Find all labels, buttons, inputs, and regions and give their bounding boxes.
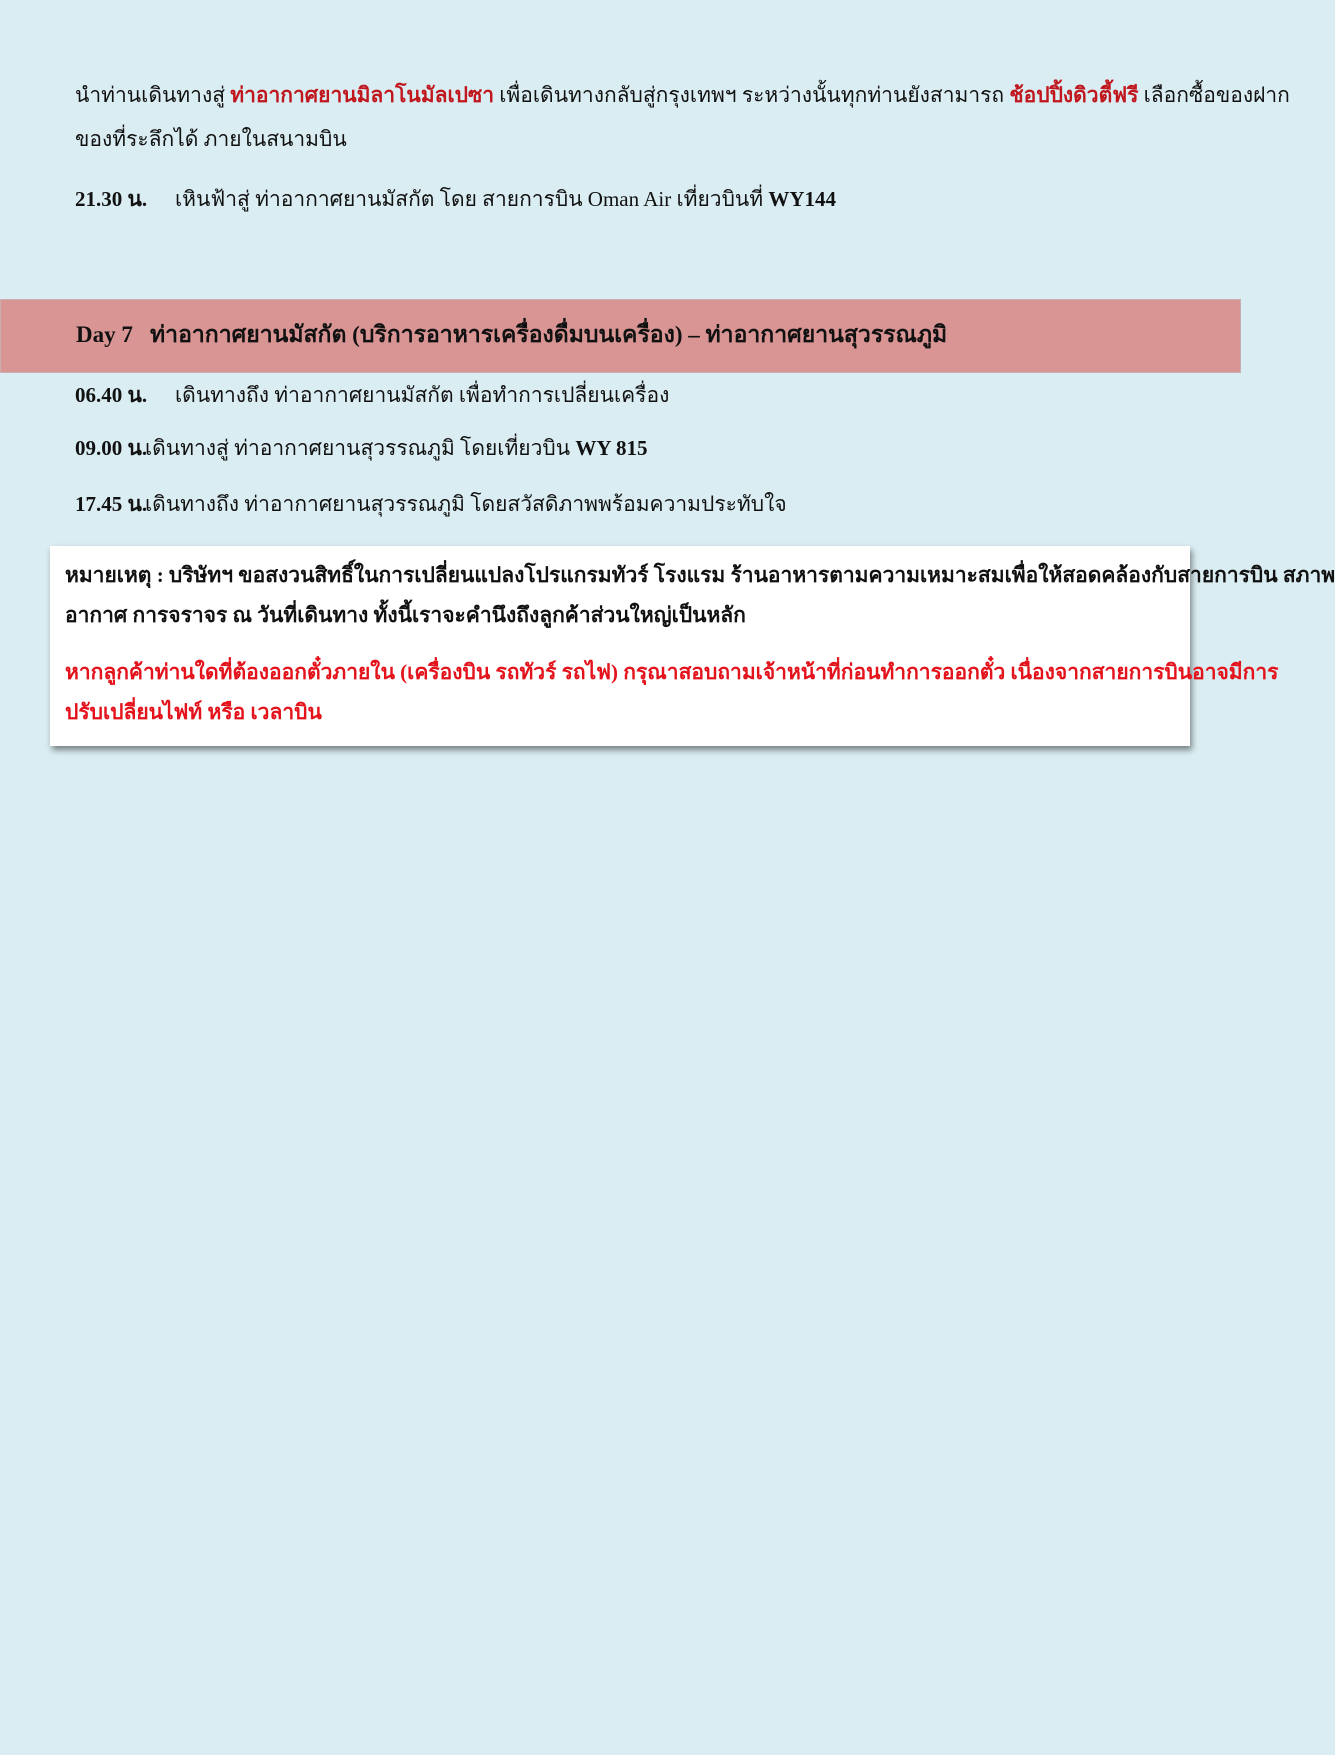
schedule-time: 17.45 น.	[75, 492, 148, 516]
intro-line-1	[75, 83, 1290, 107]
remarks-box	[50, 546, 1335, 746]
milan-airport-highlight: ท่าอากาศยานมิลาโนมัลเปซา	[230, 83, 494, 107]
schedule-text: เดินทางถึง ท่าอากาศยานมัสกัต เพื่อทำการเปลี่ยนเครื่อง	[175, 383, 670, 407]
schedule-row	[75, 383, 669, 407]
departure-row	[75, 187, 836, 211]
day-header-band	[0, 299, 1241, 373]
intro-line-2: ของที่ระลึกได้ ภายในสนามบิน	[75, 127, 347, 151]
schedule-text: เดินทางถึง ท่าอากาศยานสุวรรณภูมิ โดยสวัสดิภาพพร้อมความประทับใจ	[145, 492, 787, 516]
departure-time: 21.30 น.	[75, 187, 148, 211]
ticket-warning-line-2: ปรับเปลี่ยนไฟท์ หรือ เวลาบิน	[65, 700, 322, 724]
schedule-row	[75, 436, 647, 460]
intro-text-b: เพื่อเดินทางกลับสู่กรุงเทพฯ ระหว่างนั้นทุกท่านยังสามารถ	[494, 83, 1010, 107]
duty-free-highlight: ช้อปปิ้งดิวตี้ฟรี	[1009, 83, 1139, 107]
remarks-line-1: หมายเหตุ : บริษัทฯ ขอสงวนสิทธิ์ในการเปลี่ยนแปลงโปรแกรมทัวร์ โรงแรม ร้านอาหารตามความเหมาะสมเพื่อให้สอดคล้องกับสายการบิน สภาพ	[65, 563, 1335, 587]
remarks-line-2: อากาศ การจราจร ณ วันที่เดินทาง ทั้งนี้เราจะคำนึงถึงลูกค้าส่วนใหญ่เป็นหลัก	[65, 603, 746, 627]
day-route-title: ท่าอากาศยานมัสกัต (บริการอาหารเครื่องดื่มบนเครื่อง) – ท่าอากาศยานสุวรรณภูมิ	[150, 322, 948, 347]
schedule-flight-number: WY 815	[575, 436, 648, 460]
day-label: Day 7	[76, 322, 133, 347]
day-title	[76, 322, 947, 348]
schedule-text: เดินทางสู่ ท่าอากาศยานสุวรรณภูมิ โดยเที่ยวบิน	[145, 436, 576, 460]
schedule-row	[75, 492, 787, 516]
departure-flight-number: WY144	[768, 187, 837, 211]
schedule-time: 06.40 น.	[75, 383, 148, 407]
departure-text: เหินฟ้าสู่ ท่าอากาศยานมัสกัต โดย สายการบิน Oman Air เที่ยวบินที่	[175, 187, 769, 211]
ticket-warning-line-1: หากลูกค้าท่านใดที่ต้องออกตั๋วภายใน (เครื่องบิน รถทัวร์ รถไฟ) กรุณาสอบถามเจ้าหน้าที่ก่อนทำการออกตั๋ว เนื่องจากสายการบินอาจมีการ	[65, 660, 1279, 684]
intro-text-c: เลือกซื้อของฝาก	[1138, 83, 1290, 107]
schedule-time: 09.00 น.	[75, 436, 148, 460]
intro-text-a: นำท่านเดินทางสู่	[75, 83, 231, 107]
